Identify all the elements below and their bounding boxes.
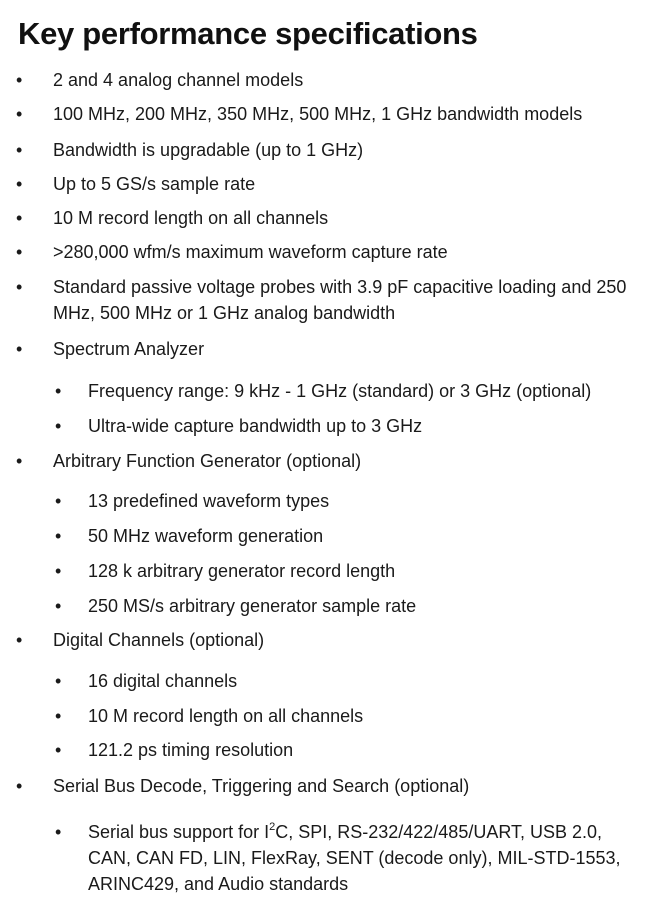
bullet: • bbox=[55, 671, 62, 691]
sub-list-item: 250 MS/s arbitrary generator sample rate bbox=[88, 596, 417, 616]
list-item: >280,000 wfm/s maximum waveform capture rate bbox=[53, 242, 448, 262]
bullet: • bbox=[16, 776, 23, 796]
list-item: Digital Channels (optional) bbox=[53, 630, 265, 650]
list-item: 10 M record length on all channels bbox=[53, 208, 329, 228]
list-item: 100 MHz, 200 MHz, 350 MHz, 500 MHz, 1 GHz bandwidth models bbox=[53, 104, 583, 124]
sub-list-item: 121.2 ps timing resolution bbox=[88, 740, 294, 760]
sub-list-item: 128 k arbitrary generator record length bbox=[88, 561, 396, 581]
list-item: Up to 5 GS/s sample rate bbox=[53, 174, 256, 194]
bullet: • bbox=[16, 70, 23, 90]
sub-list-item: 50 MHz waveform generation bbox=[88, 526, 324, 546]
list-item: Bandwidth is upgradable (up to 1 GHz) bbox=[53, 140, 364, 160]
list-item: Arbitrary Function Generator (optional) bbox=[53, 451, 362, 471]
bullet: • bbox=[55, 526, 62, 546]
bullet: • bbox=[16, 451, 23, 471]
sub-list-item: Frequency range: 9 kHz - 1 GHz (standard) or 3 GHz (optional) bbox=[88, 381, 592, 401]
sub-list-item: 10 M record length on all channels bbox=[88, 706, 364, 726]
sub-list-item: 13 predefined waveform types bbox=[88, 491, 330, 511]
page-title: Key performance specifications bbox=[18, 16, 478, 51]
bullet: • bbox=[16, 630, 23, 650]
bullet: • bbox=[55, 822, 62, 842]
bullet: • bbox=[55, 706, 62, 726]
list-item: Spectrum Analyzer bbox=[53, 339, 205, 359]
bullet: • bbox=[55, 491, 62, 511]
sub-list-item: 16 digital channels bbox=[88, 671, 238, 691]
bullet: • bbox=[16, 339, 23, 359]
bullet: • bbox=[16, 277, 23, 297]
bullet: • bbox=[55, 596, 62, 616]
bullet: • bbox=[16, 208, 23, 228]
list-item: 2 and 4 analog channel models bbox=[53, 70, 304, 90]
bullet: • bbox=[55, 740, 62, 760]
bullet: • bbox=[16, 242, 23, 262]
bullet: • bbox=[16, 174, 23, 194]
list-item: Standard passive voltage probes with 3.9 pF capacitive loading and 250 MHz, 500 MHz or 1 GHz analog bandwidth bbox=[53, 277, 627, 323]
bullet: • bbox=[16, 104, 23, 124]
list-item-serial-bus-support: Serial bus support for $I^2C$, SPI, RS-232/422/485/UART, USB 2.0, CAN, CAN FD, LIN, FlexRay, SENT (decode only), MIL-STD-1553, ARINC429, and Audio standards bbox=[88, 821, 621, 894]
bullet: • bbox=[55, 561, 62, 581]
bullet: • bbox=[55, 416, 62, 436]
sub-list-item: Ultra-wide capture bandwidth up to 3 GHz bbox=[88, 416, 423, 436]
bullet: • bbox=[55, 381, 62, 401]
bullet: • bbox=[16, 140, 23, 160]
list-item: Serial Bus Decode, Triggering and Search (optional) bbox=[53, 776, 470, 796]
